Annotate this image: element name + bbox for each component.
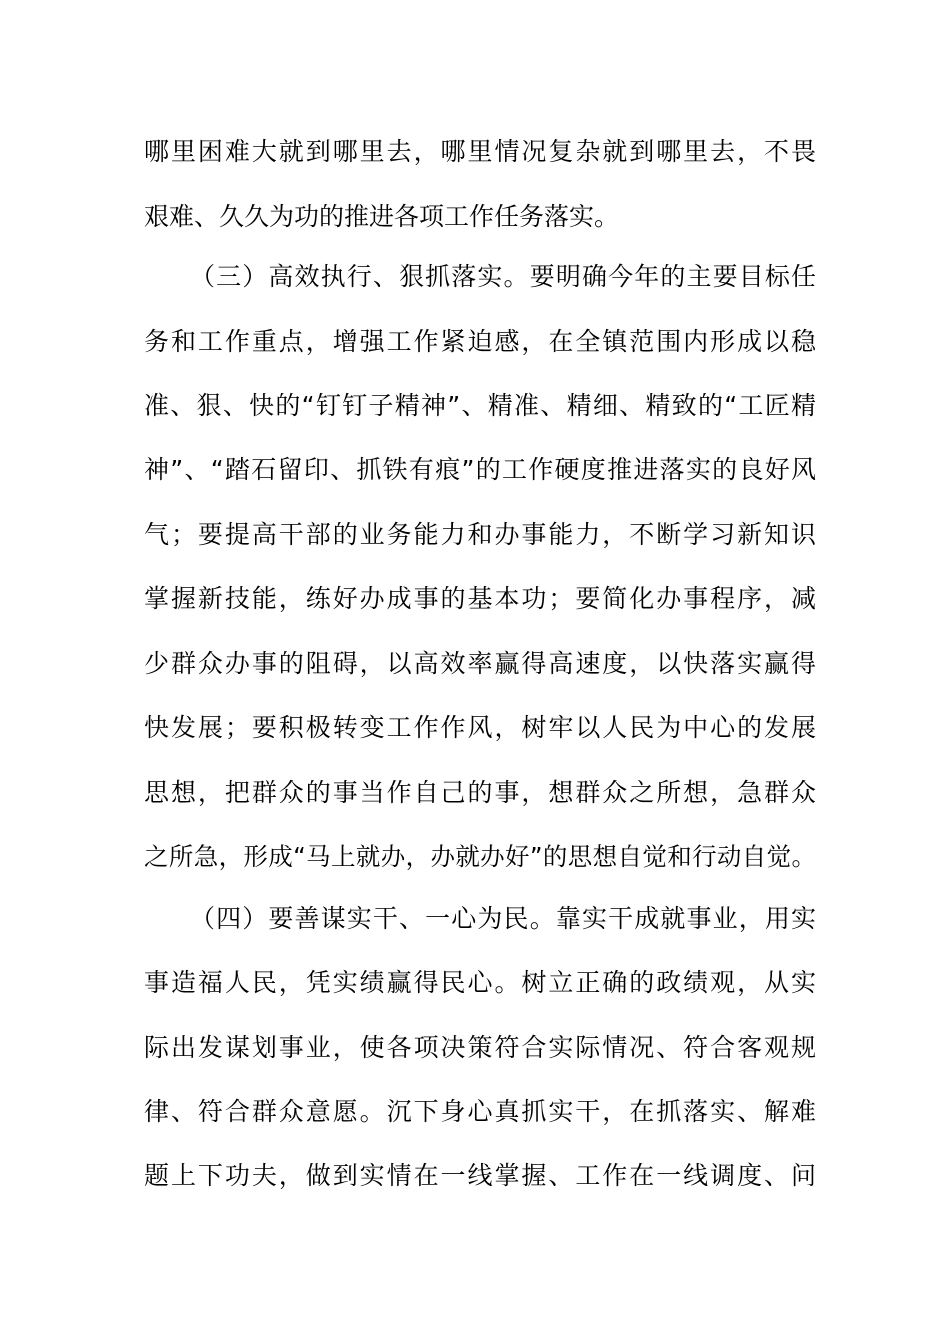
text-line: 掌握新技能，练好办成事的基本功；要简化办事程序，减 xyxy=(144,584,816,613)
text-line: 际出发谋划事业，使各项决策符合实际情况、符合客观规 xyxy=(144,1033,816,1062)
text-line: 题上下功夫，做到实情在一线掌握、工作在一线调度、问 xyxy=(144,1161,816,1190)
text-line: 事造福人民，凭实绩赢得民心。树立正确的政绩观，从实 xyxy=(144,968,816,997)
text-line: 艰难、久久为功的推进各项工作任务落实。 xyxy=(144,202,620,231)
text-line: 少群众办事的阻碍，以高效率赢得高速度，以快落实赢得 xyxy=(144,649,816,678)
text-line: 快发展；要积极转变工作作风，树牢以人民为中心的发展 xyxy=(144,713,816,742)
text-line: 务和工作重点，增强工作紧迫感，在全镇范围内形成以稳 xyxy=(144,327,816,356)
text-line: 思想，把群众的事当作自己的事，想群众之所想，急群众 xyxy=(144,778,816,807)
text-line: 神”、“踏石留印、抓铁有痕”的工作硬度推进落实的良好风 xyxy=(144,455,816,484)
text-line: 准、狠、快的“钉钉子精神”、精准、精细、精致的“工匠精 xyxy=(144,391,816,420)
text-line: 律、符合群众意愿。沉下身心真抓实干，在抓落实、解难 xyxy=(144,1097,816,1126)
text-line: （四）要善谋实干、一心为民。靠实干成就事业，用实 xyxy=(190,904,816,933)
text-line: 气；要提高干部的业务能力和办事能力，不断学习新知识 xyxy=(144,520,816,549)
text-line: 哪里困难大就到哪里去，哪里情况复杂就到哪里去，不畏 xyxy=(144,137,816,166)
text-line: 之所急，形成“马上就办，办就办好”的思想自觉和行动自觉。 xyxy=(144,842,816,871)
text-line: （三）高效执行、狠抓落实。要明确今年的主要目标任 xyxy=(190,262,816,291)
